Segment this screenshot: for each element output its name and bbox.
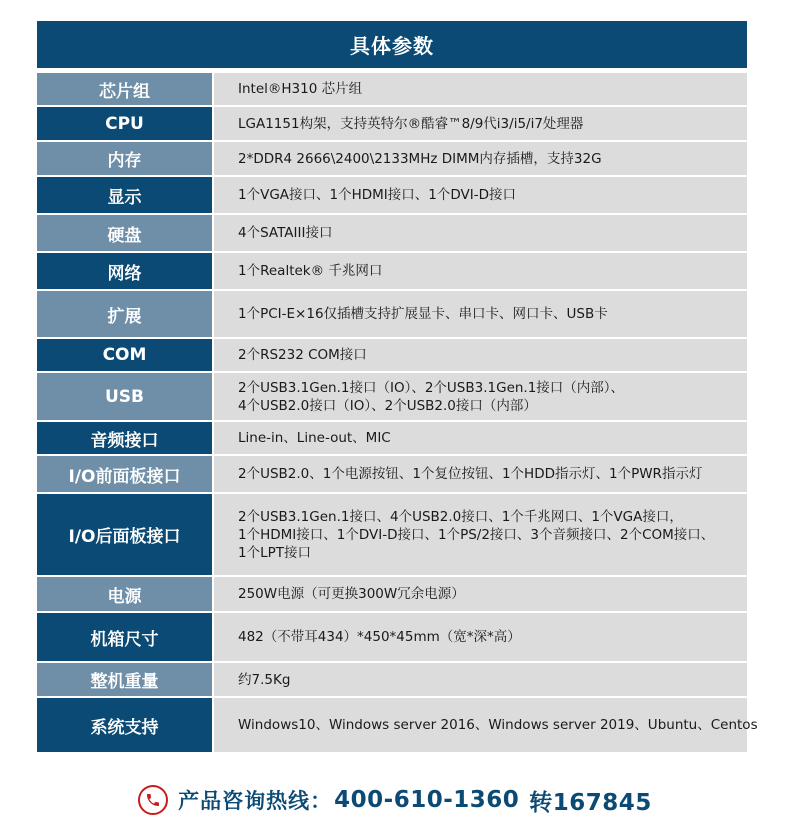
spec-label: I/O后面板接口 bbox=[37, 494, 212, 577]
spec-value-line: 4个USB2.0接口（IO）、2个USB2.0接口（内部） bbox=[238, 397, 537, 414]
spec-value-line: 4个SATAIII接口 bbox=[238, 225, 333, 241]
hotline-extension: 转167845 bbox=[529, 789, 652, 816]
spec-row bbox=[37, 494, 747, 577]
spec-value bbox=[212, 373, 747, 422]
spec-value-line: 250W电源（可更换300W冗余电源） bbox=[238, 586, 465, 602]
spec-value-line: LGA1151构架，支持英特尔®酷睿™8/9代i3/i5/i7处理器 bbox=[238, 115, 584, 132]
spec-row bbox=[37, 253, 747, 291]
spec-value-line: 482（不带耳434）*450*45mm（宽*深*高） bbox=[238, 629, 521, 645]
spec-value-line: 1个Realtek® 千兆网口 bbox=[238, 263, 383, 279]
spec-label: COM bbox=[37, 339, 212, 373]
spec-row bbox=[37, 142, 747, 177]
spec-value-line: Windows10、Windows server 2016、Windows server 2019、Ubuntu、Centos bbox=[238, 717, 758, 733]
spec-value-line: 1个LPT接口 bbox=[238, 544, 311, 561]
spec-label: 芯片组 bbox=[37, 73, 212, 107]
spec-value bbox=[212, 215, 747, 253]
spec-label: 显示 bbox=[37, 177, 212, 215]
spec-label: CPU bbox=[37, 107, 212, 142]
spec-value-line: 1个VGA接口、1个HDMI接口、1个DVI-D接口 bbox=[238, 187, 517, 203]
spec-row bbox=[37, 73, 747, 107]
spec-row bbox=[37, 291, 747, 339]
spec-value bbox=[212, 663, 747, 698]
spec-table bbox=[37, 73, 758, 754]
spec-value-line: 2个USB3.1Gen.1接口（IO）、2个USB3.1Gen.1接口（内部）、 bbox=[238, 379, 625, 396]
spec-label: 整机重量 bbox=[37, 663, 212, 698]
spec-table-container bbox=[37, 21, 758, 754]
spec-value bbox=[212, 613, 747, 663]
spec-label: 网络 bbox=[37, 253, 212, 291]
spec-row bbox=[37, 107, 747, 142]
spec-value bbox=[212, 698, 758, 754]
spec-value-line: 2个RS232 COM接口 bbox=[238, 347, 367, 363]
spec-row bbox=[37, 422, 747, 456]
spec-value bbox=[212, 456, 747, 494]
spec-row bbox=[37, 456, 747, 494]
spec-label: 硬盘 bbox=[37, 215, 212, 253]
spec-label: 音频接口 bbox=[37, 422, 212, 456]
spec-value-line: 2个USB2.0、1个电源按钮、1个复位按钮、1个HDD指示灯、1个PWR指示灯 bbox=[238, 466, 703, 482]
hotline-number[interactable]: 400-610-1360 bbox=[334, 787, 520, 813]
hotline-label: 产品咨询热线： bbox=[178, 789, 333, 813]
spec-label: 电源 bbox=[37, 577, 212, 613]
spec-value-line: Intel®H310 芯片组 bbox=[238, 81, 363, 97]
spec-label: 扩展 bbox=[37, 291, 212, 339]
spec-value bbox=[212, 142, 747, 177]
spec-row bbox=[37, 339, 747, 373]
spec-label: I/O前面板接口 bbox=[37, 456, 212, 494]
spec-label: USB bbox=[37, 373, 212, 422]
spec-title: 具体参数 bbox=[37, 21, 747, 68]
spec-value bbox=[212, 73, 747, 107]
spec-value bbox=[212, 253, 747, 291]
spec-value bbox=[212, 339, 747, 373]
spec-value bbox=[212, 494, 747, 577]
spec-table-body bbox=[37, 73, 758, 754]
spec-row bbox=[37, 577, 747, 613]
spec-value-line: Line-in、Line-out、MIC bbox=[238, 430, 391, 446]
spec-label: 内存 bbox=[37, 142, 212, 177]
hotline-footer bbox=[0, 780, 790, 820]
spec-value bbox=[212, 107, 747, 142]
phone-handset-icon bbox=[145, 792, 161, 808]
spec-value-line: 约7.5Kg bbox=[238, 671, 291, 688]
spec-row bbox=[37, 373, 747, 422]
spec-value bbox=[212, 291, 747, 339]
spec-row bbox=[37, 663, 747, 698]
spec-value-line: 2个USB3.1Gen.1接口、4个USB2.0接口、1个千兆网口、1个VGA接口， bbox=[238, 508, 683, 525]
spec-row bbox=[37, 215, 747, 253]
spec-value-line: 2*DDR4 2666\2400\2133MHz DIMM内存插槽，支持32G bbox=[238, 150, 602, 167]
spec-label: 机箱尺寸 bbox=[37, 613, 212, 663]
spec-value bbox=[212, 577, 747, 613]
spec-row bbox=[37, 177, 747, 215]
phone-icon bbox=[138, 785, 168, 815]
spec-value bbox=[212, 177, 747, 215]
spec-value bbox=[212, 422, 747, 456]
spec-value-line: 1个HDMI接口、1个DVI-D接口、1个PS/2接口、3个音频接口、2个COM接口、 bbox=[238, 526, 715, 543]
spec-row bbox=[37, 698, 747, 754]
spec-value-line: 1个PCI-E×16仅插槽支持扩展显卡、串口卡、网口卡、USB卡 bbox=[238, 306, 608, 322]
spec-label: 系统支持 bbox=[37, 698, 212, 754]
spec-row bbox=[37, 613, 747, 663]
